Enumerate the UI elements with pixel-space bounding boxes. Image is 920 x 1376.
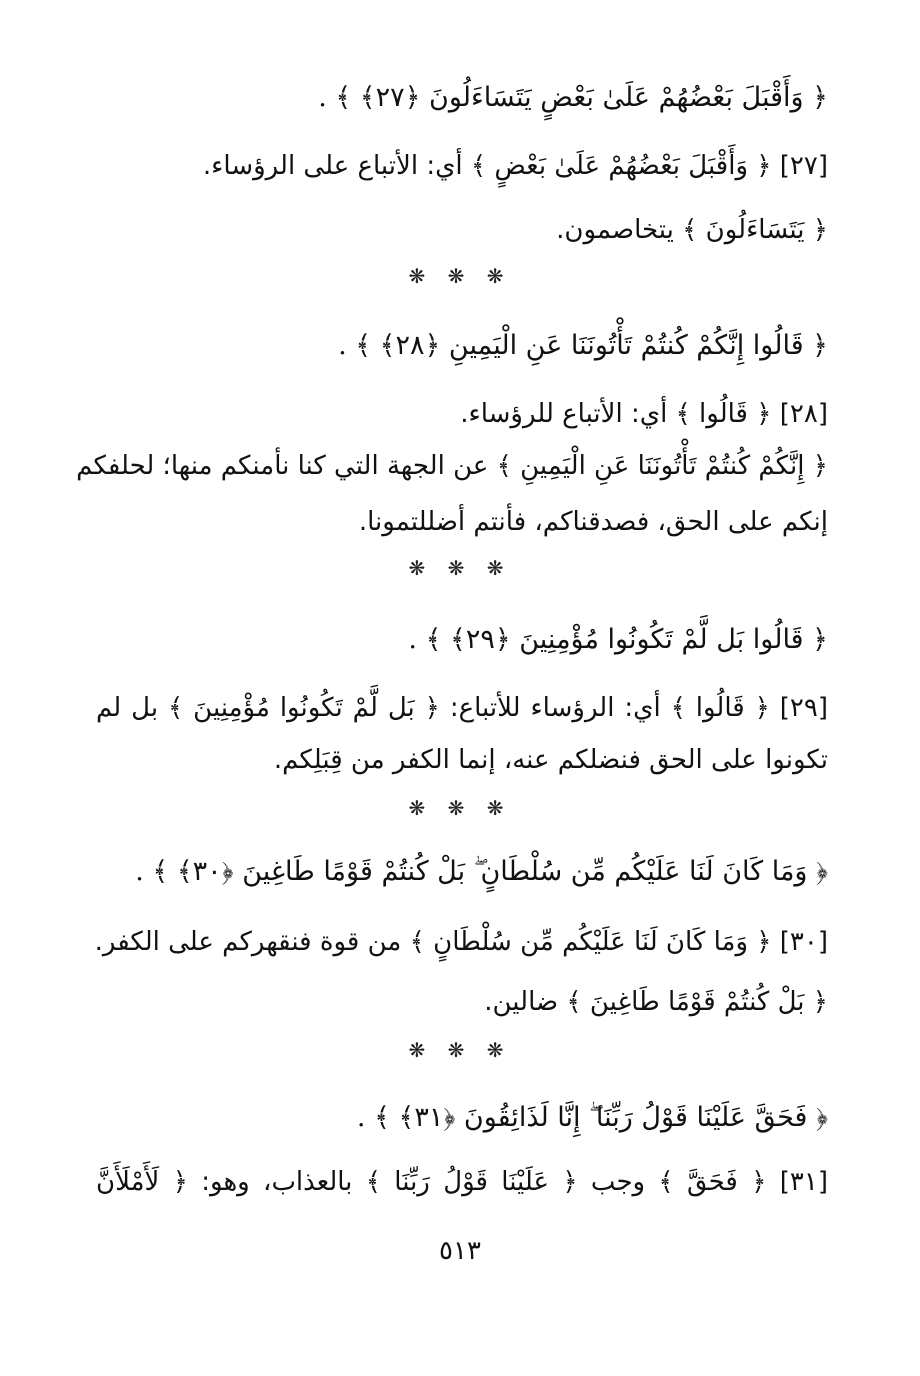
commentary-31-line-1: [٣١] ﴿ فَحَقَّ ﴾ وجب ﴿ عَلَيْنَا قَوْلُ رَبِّنَا ﴾ بالعذاب، وهو: ﴿ لَأَمْلَأَنَّ (96, 1167, 828, 1197)
commentary-28-line-3: إنكم على الحق، فصدقناكم، فأنتم أضللتمونا. (358, 507, 828, 537)
page-number: ٥١٣ (439, 1236, 481, 1266)
section-separator: ❋ ❋ ❋ (408, 796, 512, 820)
commentary-30-line-2: ﴿ بَلْ كُنتُمْ قَوْمًا طَاغِينَ ﴾ ضالين. (484, 987, 828, 1017)
commentary-27-line-2: ﴿ يَتَسَاءَلُونَ ﴾ يتخاصمون. (556, 215, 828, 245)
commentary-29-line-1: [٢٩] ﴿ قَالُوا ﴾ أي: الرؤساء للأتباع: ﴿ بَل لَّمْ تَكُونُوا مُؤْمِنِينَ ﴾ بل لم (96, 693, 828, 723)
section-separator: ❋ ❋ ❋ (408, 264, 512, 288)
commentary-28-line-2: ﴿ إِنَّكُمْ كُنتُمْ تَأْتُونَنَا عَنِ الْيَمِينِ ﴾ عن الجهة التي كنا نأمنكم منها؛ لحلفكم (76, 451, 828, 481)
section-separator: ❋ ❋ ❋ (408, 556, 512, 580)
commentary-30-line-1: [٣٠] ﴿ وَمَا كَانَ لَنَا عَلَيْكُم مِّن سُلْطَانٍ ﴾ من قوة فنقهركم على الكفر. (94, 927, 828, 957)
section-separator: ❋ ❋ ❋ (408, 1038, 512, 1062)
verse-30: ﴿ وَمَا كَانَ لَنَا عَلَيْكُم مِّن سُلْطَانٍ ۖ بَلْ كُنتُمْ قَوْمًا طَاغِينَ ﴿٣٠﴾ ﴾ . (135, 856, 828, 887)
verse-27: ﴿ وَأَقْبَلَ بَعْضُهُمْ عَلَىٰ بَعْضٍ يَتَسَاءَلُونَ ﴿٢٧﴾ ﴾ . (318, 82, 828, 113)
commentary-28-line-1: [٢٨] ﴿ قَالُوا ﴾ أي: الأتباع للرؤساء. (460, 399, 828, 429)
commentary-27-line-1: [٢٧] ﴿ وَأَقْبَلَ بَعْضُهُمْ عَلَىٰ بَعْضٍ ﴾ أي: الأتباع على الرؤساء. (202, 151, 828, 181)
commentary-29-line-2: تكونوا على الحق فنضلكم عنه، إنما الكفر من قِبَلِكم. (273, 745, 828, 775)
verse-28: ﴿ قَالُوا إِنَّكُمْ كُنتُمْ تَأْتُونَنَا عَنِ الْيَمِينِ ﴿٢٨﴾ ﴾ . (338, 330, 828, 361)
verse-29: ﴿ قَالُوا بَل لَّمْ تَكُونُوا مُؤْمِنِينَ ﴿٢٩﴾ ﴾ . (408, 624, 828, 655)
verse-31: ﴿ فَحَقَّ عَلَيْنَا قَوْلُ رَبِّنَا ۖ إِنَّا لَذَائِقُونَ ﴿٣١﴾ ﴾ . (356, 1102, 828, 1133)
